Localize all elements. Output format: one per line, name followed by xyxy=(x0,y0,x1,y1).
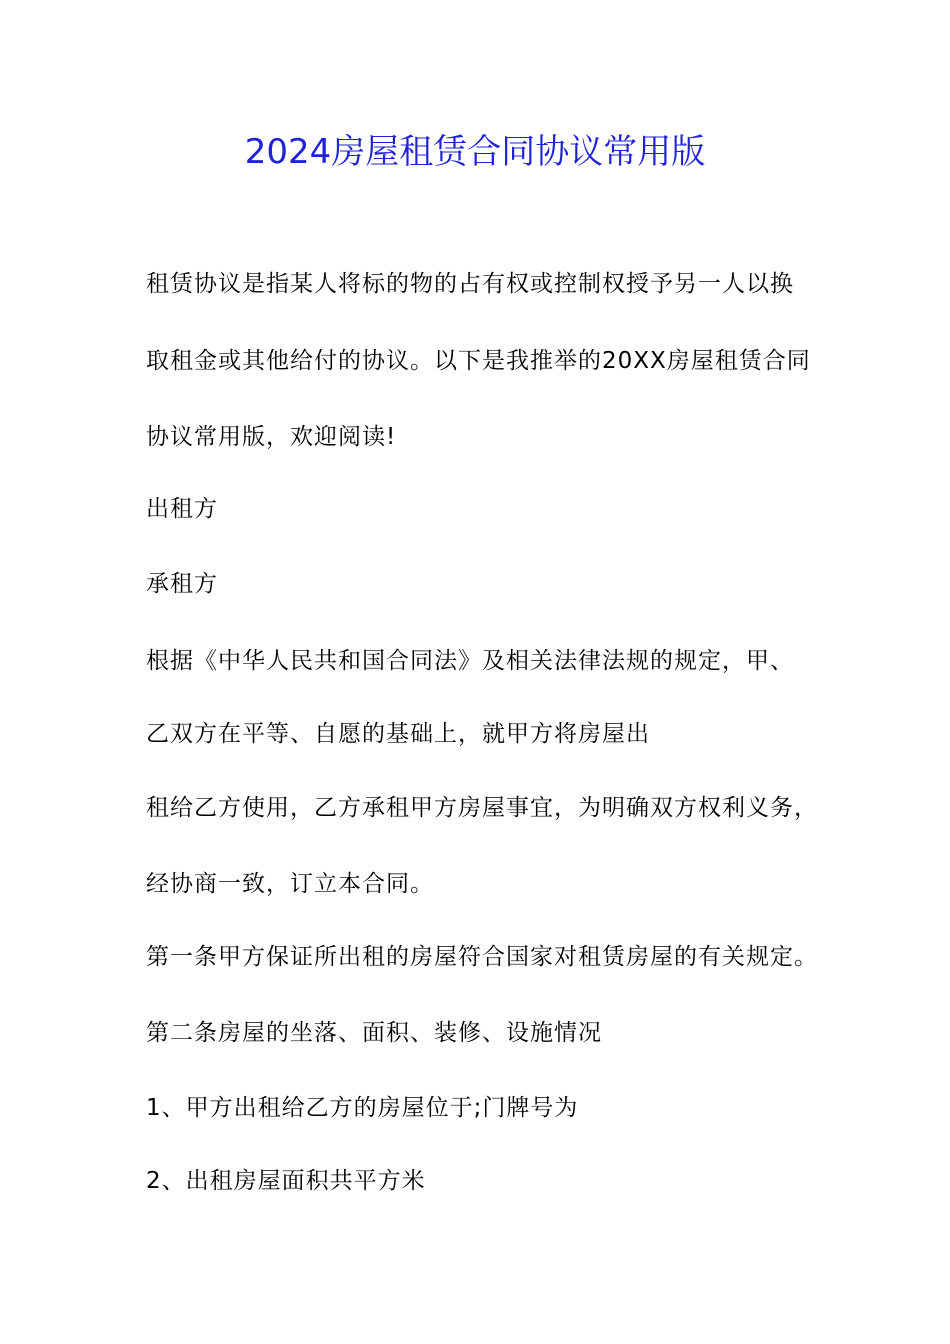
paragraph-line: 乙双方在平等、自愿的基础上，就甲方将房屋出 xyxy=(146,721,650,747)
list-item: 1、甲方出租给乙方的房屋位于;门牌号为 xyxy=(146,1095,579,1121)
article-two-heading: 第二条房屋的坐落、面积、装修、设施情况 xyxy=(146,1020,602,1046)
party-lessee-label: 承租方 xyxy=(146,571,218,597)
party-lessor-label: 出租方 xyxy=(146,496,218,522)
paragraph-line: 根据《中华人民共和国合同法》及相关法律法规的规定，甲、 xyxy=(146,648,794,674)
paragraph-line: 取租金或其他给付的协议。以下是我推举的20XX房屋租赁合同 xyxy=(146,348,811,374)
list-item: 2、出租房屋面积共平方米 xyxy=(146,1168,426,1194)
paragraph-line: 经协商一致，订立本合同。 xyxy=(146,871,434,897)
paragraph-line: 租给乙方使用，乙方承租甲方房屋事宜，为明确双方权利义务， xyxy=(146,795,818,821)
paragraph-line: 协议常用版，欢迎阅读! xyxy=(146,424,397,450)
paragraph-line: 租赁协议是指某人将标的物的占有权或控制权授予另一人以换 xyxy=(146,271,794,297)
article-one-line: 第一条甲方保证所出租的房屋符合国家对租赁房屋的有关规定。 xyxy=(146,944,818,970)
document-title: 2024房屋租赁合同协议常用版 xyxy=(244,132,706,172)
